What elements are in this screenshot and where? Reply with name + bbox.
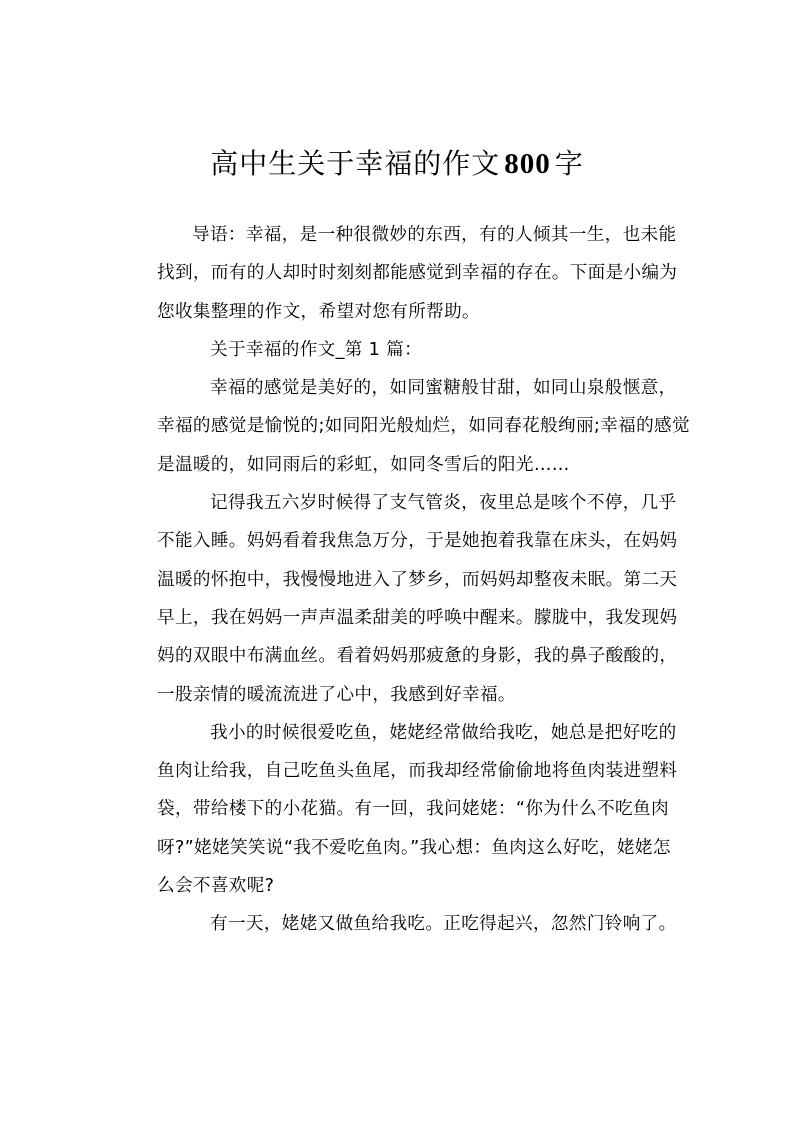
text-line: 袋，带给楼下的小花猫。有一回，我问姥姥：“你为什么不吃鱼肉: [157, 799, 669, 820]
text-line: 关于幸福的作文_第 1 篇：: [210, 339, 423, 360]
body-paragraph: [122, 905, 677, 943]
text-line: 幸福的感觉是美好的，如同蜜糖般甘甜，如同山泉般惬意，: [210, 378, 677, 399]
text-line: 记得我五六岁时候得了支气管炎，夜里总是咳个不停，几乎: [210, 493, 677, 514]
text-line: 一股亲情的暖流流进了心中，我感到好幸福。: [157, 684, 516, 705]
text-line: 鱼肉让给我，自己吃鱼头鱼尾，而我却经常偷偷地将鱼肉装进塑料: [157, 761, 678, 782]
document-title: [0, 142, 794, 186]
document-body: [122, 216, 690, 944]
text-line: 您收集整理的作文，希望对您有所帮助。: [157, 301, 480, 322]
text-line: 有一天，姥姥又做鱼给我吃。正吃得起兴，忽然门铃响了。: [210, 914, 677, 935]
intro-paragraph: [122, 216, 678, 331]
text-line: 妈的双眼中布满血丝。看着妈妈那疲惫的身影，我的鼻子酸酸的，: [157, 646, 678, 667]
text-line: 我小的时候很爱吃鱼，姥姥经常做给我吃，她总是把好吃的: [210, 722, 677, 743]
text-line: 不能入睡。妈妈看着我焦急万分，于是她抱着我靠在床头，在妈妈: [157, 531, 678, 552]
text-line: 是温暖的，如同雨后的彩虹，如同冬雪后的阳光……: [157, 454, 570, 475]
body-paragraph: [122, 484, 678, 714]
body-paragraph: [122, 714, 678, 905]
title-number: 800: [504, 148, 551, 180]
section-heading: [122, 331, 662, 369]
text-line: 么会不喜欢呢?: [157, 876, 275, 897]
text-line: 呀?”姥姥笑笑说“我不爱吃鱼肉。”我心想：鱼肉这么好吃，姥姥怎: [157, 837, 671, 858]
text-line: 导语：幸福，是一种很微妙的东西，有的人倾其一生，也未能: [192, 225, 677, 245]
body-paragraph: [122, 369, 690, 484]
text-line: 找到，而有的人却时时刻刻都能感觉到幸福的存在。下面是小编为: [157, 263, 678, 284]
text-line: 幸福的感觉是愉悦的;如同阳光般灿烂，如同春花般绚丽;幸福的感觉: [157, 416, 690, 437]
title-text: 高中生关于幸福的作文: [210, 147, 501, 180]
title-suffix: 字: [554, 147, 584, 180]
text-line: 温暖的怀抱中，我慢慢地进入了梦乡，而妈妈却整夜未眠。第二天: [157, 569, 678, 590]
text-line: 早上，我在妈妈一声声温柔甜美的呼唤中醒来。朦胧中，我发现妈: [157, 607, 678, 628]
